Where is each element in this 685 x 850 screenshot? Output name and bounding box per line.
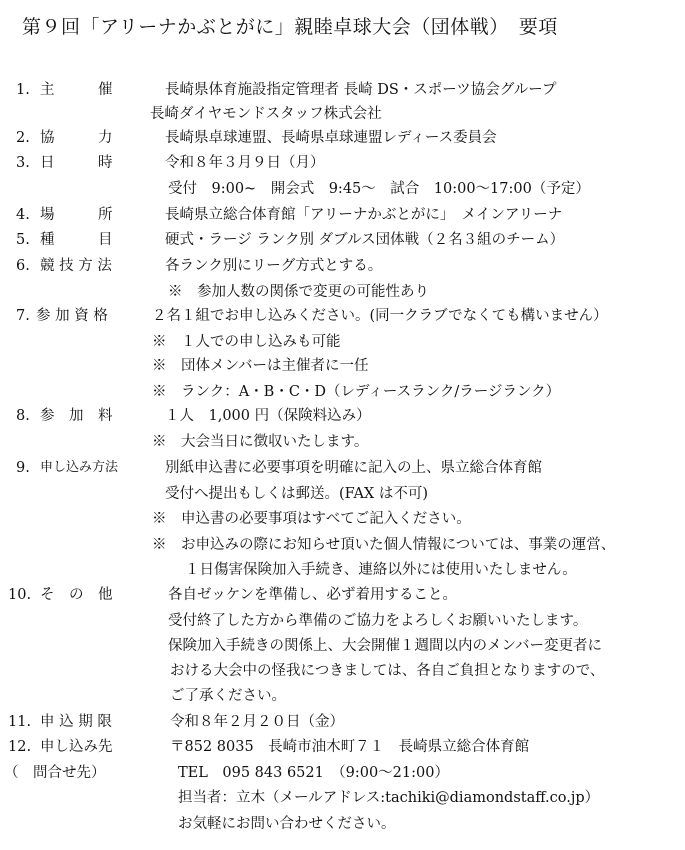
item-text-line: ※ 団体メンバーは主催者に一任	[152, 358, 369, 374]
item-number: 3.	[16, 155, 30, 171]
item-text-line: 長崎県体育施設指定管理者 長崎 DS・スポーツ協会グループ	[165, 82, 557, 98]
item-label: 申 込 期 限	[40, 714, 112, 730]
item-number: 8.	[16, 408, 30, 424]
item-text-line: 長崎県立総合体育館「アリーナかぶとがに」 メインアリーナ	[165, 207, 563, 223]
item-text-line: 受付 9:00~ 開会式 9:45～ 試合 10:00～17:00（予定）	[168, 181, 590, 197]
item-text-line: 長崎ダイヤモンドスタッフ株式会社	[150, 106, 382, 122]
item-text-line: おける大会中の怪我につきましては、各自ご負担となりますので、	[170, 663, 605, 679]
item-text-line: ※ １人での申し込みも可能	[152, 334, 341, 350]
item-number: 7.	[16, 308, 30, 324]
item-number: 2.	[16, 130, 30, 146]
item-label: 主 催	[40, 82, 113, 98]
item-number: 5.	[16, 232, 30, 248]
item-label-secondary: （ 問合せ先）	[4, 765, 106, 781]
item-text-line: ２名１組でお申し込みください。(同一クラブでなくても構いません）	[152, 308, 608, 324]
item-label: 種 目	[40, 232, 113, 248]
item-text-line: 保険加入手続きの関係上、大会開催１週間以内のメンバー変更者に	[168, 638, 602, 654]
item-text-line: 受付終了した方から準備のご協力をよろしくお願いいたします。	[168, 613, 588, 629]
item-text-line: ※ お申込みの際にお知らせ頂いた個人情報については、事業の運営、	[152, 537, 616, 553]
item-label: 参 加 料	[40, 408, 113, 424]
item-number: 10.	[8, 587, 32, 603]
item-number: 1.	[16, 82, 30, 98]
item-text-line: 硬式・ラージ ランク別 ダブルス団体戦（２名３組のチーム）	[165, 232, 565, 248]
item-text-line: 〒852 8035 長崎市油木町７１ 長崎県立総合体育館	[170, 739, 530, 755]
item-text-line: 令和８年２月２０日（金）	[170, 714, 344, 730]
item-label: 協 力	[40, 130, 113, 146]
item-label: 日 時	[40, 155, 113, 171]
item-label: 申し込み先	[40, 739, 113, 755]
item-text-line: お気軽にお問い合わせください。	[178, 816, 396, 832]
item-number: 11.	[8, 714, 32, 730]
item-text-line: 別紙申込書に必要事項を明確に記入の上、県立総合体育館	[165, 460, 542, 476]
item-text-line: １人 1,000 円（保険料込み）	[165, 408, 371, 424]
item-number: 12.	[8, 739, 32, 755]
item-text-line: 受付へ提出もしくは郵送。(FAX は不可)	[165, 486, 429, 502]
item-text-line: ※ 申込書の必要事項はすべてご記入ください。	[152, 511, 471, 527]
item-text-line: ご了承ください。	[170, 688, 286, 704]
item-text-line: １日傷害保険加入手続き、連絡以外には使用いたしません。	[185, 562, 577, 578]
item-label: そ の 他	[40, 587, 113, 603]
item-text-line: 各自ゼッケンを準備し、必ず着用すること。	[168, 587, 457, 603]
item-label: 場 所	[40, 207, 113, 223]
item-number: 6.	[16, 258, 30, 274]
item-label: 競 技 方 法	[40, 258, 112, 274]
item-text-line: ※ 参加人数の関係で変更の可能性あり	[168, 284, 429, 300]
item-text-line: 長崎県卓球連盟、長崎県卓球連盟レディース委員会	[165, 130, 497, 146]
item-number: 9.	[16, 460, 30, 476]
item-text-line: ※ ランク：A・B・C・D（レディースランク/ラージランク）	[152, 384, 561, 400]
page-title: 第９回「アリーナかぶとがに」親睦卓球大会（団体戦） 要項	[22, 16, 558, 38]
item-text-line: ※ 大会当日に徴収いたします。	[152, 434, 369, 450]
item-text-line: 令和８年３月９日（月）	[165, 155, 325, 171]
item-text-line: 各ランク別にリーグ方式とする。	[165, 258, 383, 274]
item-label: 参 加 資 格	[36, 308, 108, 324]
item-text-line: 担当者：立木（メールアドレス:tachiki@diamondstaff.co.jp）	[178, 790, 600, 806]
item-number: 4.	[16, 207, 30, 223]
item-text-line: TEL 095 843 6521 （9:00～21:00）	[178, 765, 449, 781]
item-label: 申し込み方法	[40, 460, 119, 475]
